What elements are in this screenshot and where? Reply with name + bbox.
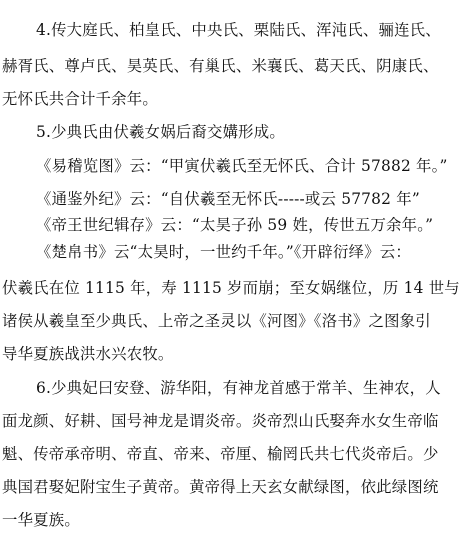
paragraph-5-line-1: 5.少典氏由伏羲女娲后裔交媾形成。 xyxy=(36,123,285,141)
quote-continued-3: 导华夏族战洪水兴农牧。 xyxy=(2,345,174,363)
paragraph-6-line-3: 魁、传帝承帝明、帝直、帝来、帝厘、榆罔氏共七代炎帝后。少 xyxy=(2,445,439,463)
paragraph-6-line-4: 典国君娶妃附宝生子黄帝。黄帝得上天玄女献绿图，依此绿图统 xyxy=(2,478,439,496)
quote-tongjianwaiji: 《通鉴外纪》云：“自伏羲至无怀氏-----或云 57782 年” xyxy=(36,190,420,208)
paragraph-6-line-2: 面龙颜、好耕、国号神龙是谓炎帝。炎帝烈山氏娶奔水女生帝临 xyxy=(2,412,439,430)
paragraph-4-line-1: 4.传大庭氏、柏皇氏、中央氏、栗陆氏、浑沌氏、骊连氏、 xyxy=(36,21,441,39)
quote-chuboshu: 《楚帛书》云“太昊时，一世约千年。”《开辟衍绎》云： xyxy=(36,243,411,261)
paragraph-6-line-5: 一华夏族。 xyxy=(2,511,80,529)
quote-diwangshiji: 《帝王世纪辑存》云：“太昊子孙 59 姓，传世五万余年。” xyxy=(36,216,434,234)
quote-yijilantu: 《易稽览图》云：“甲寅伏羲氏至无怀氏、合计 57882 年。” xyxy=(36,157,448,175)
paragraph-6-line-1: 6.少典妃曰安登、游华阳，有神龙首感于常羊、生神农，人 xyxy=(36,379,441,397)
paragraph-4-line-3: 无怀氏共合计千余年。 xyxy=(2,90,158,108)
paragraph-4-line-2: 赫胥氏、尊卢氏、昊英氏、有巢氏、米襄氏、葛天氏、阴康氏、 xyxy=(2,57,439,75)
quote-continued-1: 伏羲氏在位 1115 年，寿 1115 岁而崩；至女娲继位，历 14 世与 xyxy=(2,279,460,297)
quote-continued-2: 诸侯从羲皇至少典氏、上帝之圣灵以《河图》《洛书》之图象引 xyxy=(2,312,431,330)
